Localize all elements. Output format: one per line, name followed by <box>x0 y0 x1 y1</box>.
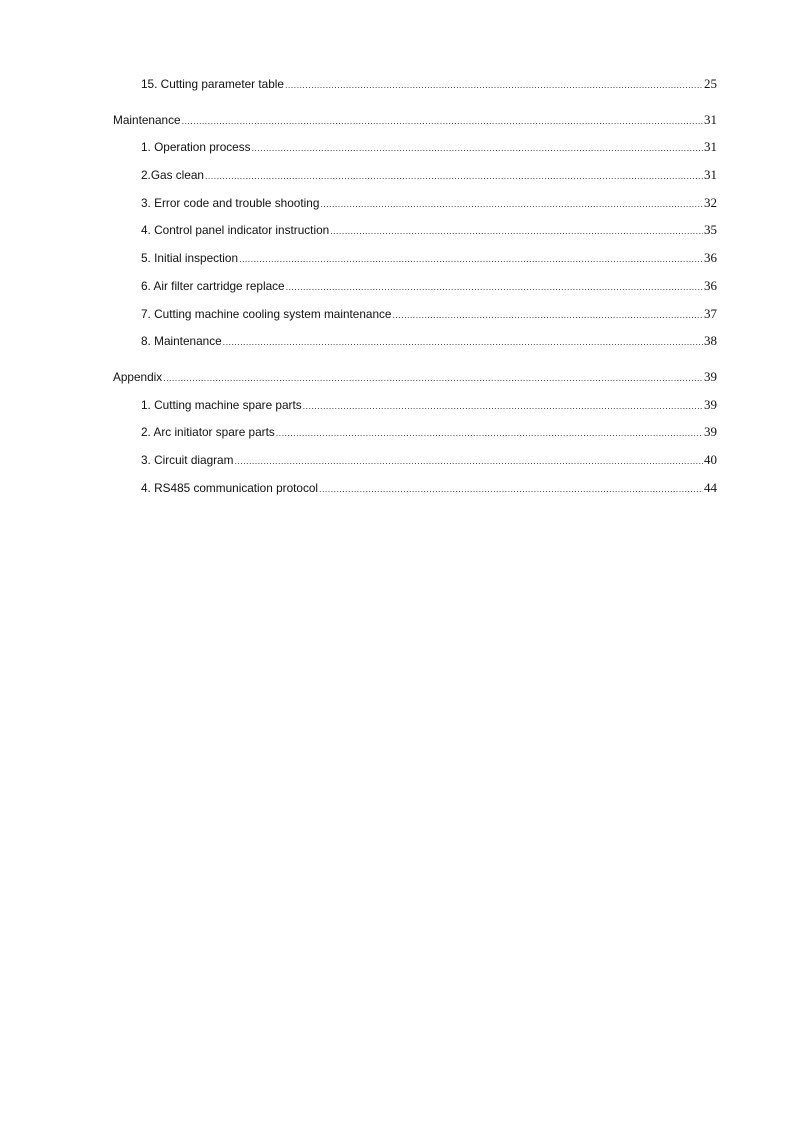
toc-entry-title: 7. Cutting machine cooling system maintenance <box>141 306 392 321</box>
dot-leader <box>276 423 703 443</box>
dot-leader <box>234 451 703 471</box>
toc-entry-page: 39 <box>704 396 717 412</box>
toc-entry-error-code[interactable] <box>113 193 717 221</box>
toc-entry-initial-inspection[interactable] <box>113 248 717 276</box>
dot-leader <box>303 396 703 416</box>
toc-entry-title: 4. Control panel indicator instruction <box>141 223 330 238</box>
toc-entry-title: 15. Cutting parameter table <box>141 77 284 91</box>
toc-entry-cooling-system[interactable] <box>113 304 717 332</box>
toc-entry-air-filter[interactable] <box>113 276 717 304</box>
toc-entry-title: 5. Initial inspection <box>141 251 239 266</box>
toc-entry-arc-initiator[interactable] <box>113 422 717 450</box>
toc-entry-page: 38 <box>704 333 717 349</box>
dot-leader <box>182 111 703 131</box>
toc-entry-spare-parts[interactable] <box>113 395 717 423</box>
dot-leader <box>330 221 703 241</box>
toc-entry-title: 1. Cutting machine spare parts <box>141 397 302 412</box>
toc-entry-title: 4. RS485 communication protocol <box>141 480 319 495</box>
dot-leader <box>252 138 703 158</box>
table-of-contents <box>113 74 717 505</box>
dot-leader <box>286 277 703 297</box>
toc-entry-page: 35 <box>704 222 717 238</box>
toc-entry-title: 3. Circuit diagram <box>141 452 234 467</box>
toc-entry-maintenance-sub[interactable] <box>113 331 717 359</box>
toc-entry-operation-process[interactable] <box>113 137 717 165</box>
dot-leader <box>239 249 703 269</box>
toc-entry-page: 39 <box>704 368 717 384</box>
dot-leader <box>205 166 703 186</box>
toc-entry-title: 1. Operation process <box>141 140 251 155</box>
toc-entry-rs485[interactable] <box>113 478 717 506</box>
dot-leader <box>320 194 703 214</box>
toc-entry-page: 31 <box>704 139 717 155</box>
toc-entry-circuit-diagram[interactable] <box>113 450 717 478</box>
dot-leader <box>285 75 703 95</box>
toc-entry-title: 6. Air filter cartridge replace <box>141 278 285 293</box>
toc-entry-page: 36 <box>704 277 717 293</box>
toc-entry-page: 39 <box>704 424 717 440</box>
toc-entry-page: 40 <box>704 451 717 467</box>
dot-leader <box>223 332 703 352</box>
toc-entry-title: 2.Gas clean <box>141 168 204 183</box>
toc-entry-page: 36 <box>704 250 717 266</box>
toc-entry-title: Maintenance <box>113 112 181 127</box>
toc-entry-page: 25 <box>704 76 717 91</box>
dot-leader <box>393 305 704 325</box>
toc-entry-title: Appendix <box>113 369 163 384</box>
toc-entry-page: 31 <box>704 167 717 183</box>
toc-entry-gas-clean[interactable] <box>113 165 717 193</box>
toc-entry-page: 37 <box>704 305 717 321</box>
toc-entry-page: 44 <box>704 479 717 495</box>
toc-entry-maintenance[interactable] <box>113 110 717 138</box>
toc-entry-title: 8. Maintenance <box>141 334 222 349</box>
toc-entry-title: 3. Error code and trouble shooting <box>141 195 320 210</box>
toc-entry-appendix[interactable] <box>113 367 717 395</box>
toc-entry-title: 2. Arc initiator spare parts <box>141 425 275 440</box>
toc-entry-cutting-parameter-table[interactable] <box>113 74 717 102</box>
toc-entry-page: 31 <box>704 111 717 127</box>
toc-entry-control-panel[interactable] <box>113 220 717 248</box>
dot-leader <box>319 479 703 499</box>
dot-leader <box>163 368 703 388</box>
toc-entry-page: 32 <box>704 194 717 210</box>
